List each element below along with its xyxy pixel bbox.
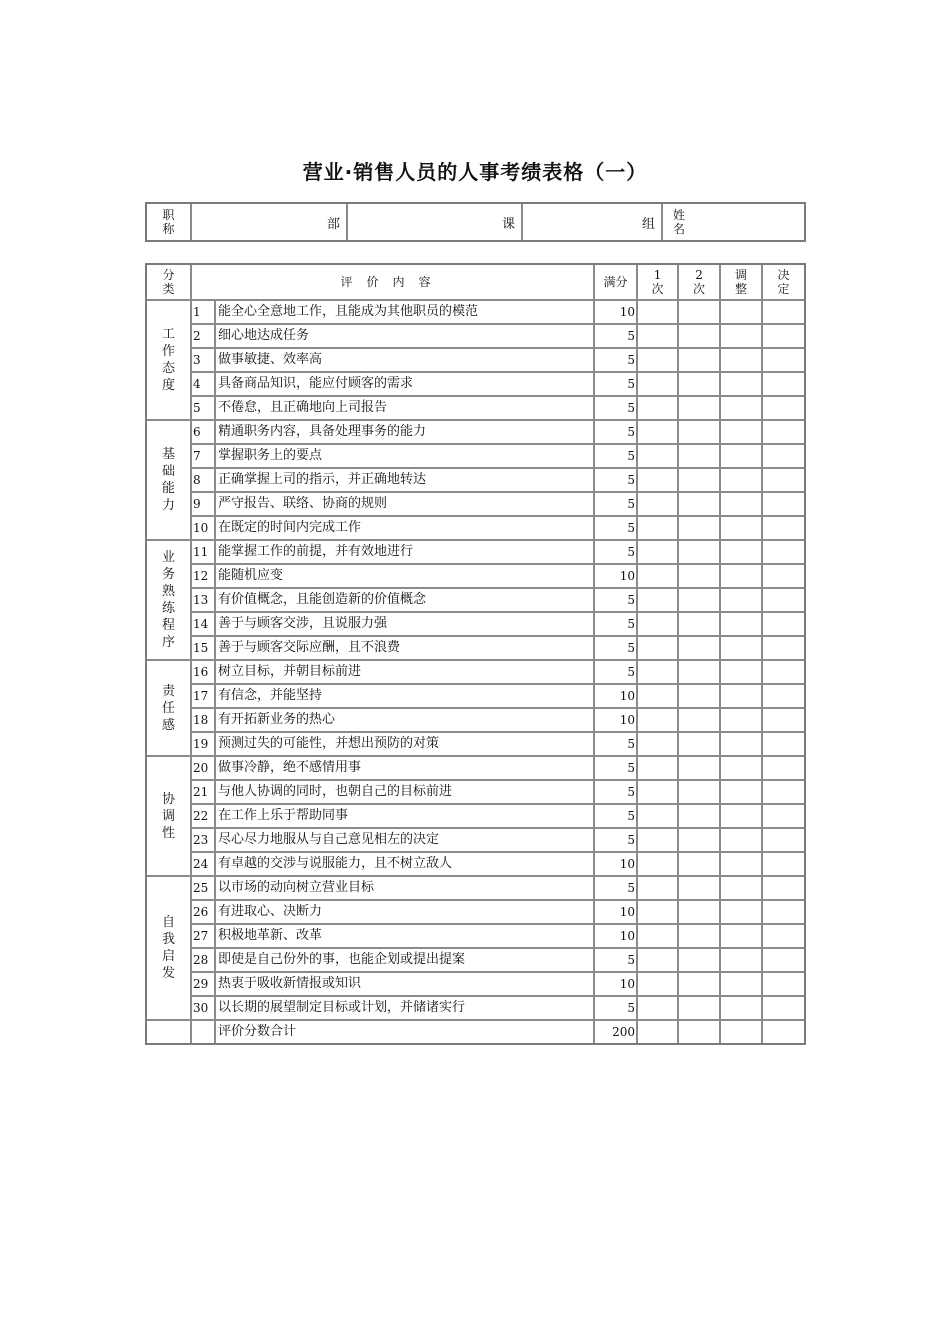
item-text: 做事冷静，绝不感情用事 [215, 756, 594, 780]
name-field[interactable]: 姓 名 [662, 203, 805, 241]
item-full-score: 10 [594, 708, 637, 732]
evaluation-table [146, 264, 805, 1044]
second-score-cell[interactable] [678, 684, 720, 708]
total-full-score: 200 [594, 1020, 637, 1044]
item-text: 有信念，并能坚持 [215, 684, 594, 708]
second-score-cell[interactable] [678, 420, 720, 444]
item-full-score: 5 [594, 612, 637, 636]
second-score-cell[interactable] [678, 996, 720, 1020]
first-score-cell[interactable] [637, 540, 678, 564]
decision-score-cell[interactable] [762, 804, 805, 828]
decision-score-cell[interactable] [762, 684, 805, 708]
adjust-score-cell[interactable] [720, 588, 762, 612]
table-row [146, 996, 805, 1020]
item-number: 20 [191, 756, 215, 780]
decision-score-cell[interactable] [762, 300, 805, 324]
first-score-cell[interactable] [637, 444, 678, 468]
item-number: 25 [191, 876, 215, 900]
second-score-cell[interactable] [678, 372, 720, 396]
first-score-cell[interactable] [637, 396, 678, 420]
first-score-cell[interactable] [637, 684, 678, 708]
first-score-cell[interactable] [637, 732, 678, 756]
adjust-score-cell[interactable] [720, 756, 762, 780]
second-score-cell[interactable] [678, 732, 720, 756]
table-row [146, 972, 805, 996]
item-text: 以长期的展望制定目标或计划，并储诸实行 [215, 996, 594, 1020]
item-text: 能掌握工作的前提，并有效地进行 [215, 540, 594, 564]
item-text: 严守报告、联络、协商的规则 [215, 492, 594, 516]
item-number: 8 [191, 468, 215, 492]
table-row [146, 348, 805, 372]
adjust-score-cell[interactable] [720, 900, 762, 924]
page-title: 营业·销售人员的人事考绩表格（一） [302, 160, 648, 184]
item-number: 23 [191, 828, 215, 852]
table-row [146, 780, 805, 804]
item-full-score: 5 [594, 636, 637, 660]
item-number: 6 [191, 420, 215, 444]
item-text: 做事敏捷、效率高 [215, 348, 594, 372]
first-score-cell[interactable] [637, 324, 678, 348]
table-row [146, 564, 805, 588]
table-row [146, 516, 805, 540]
item-text: 善于与顾客交际应酬，且不浪费 [215, 636, 594, 660]
adjust-score-cell[interactable] [720, 324, 762, 348]
item-full-score: 10 [594, 972, 637, 996]
decision-score-cell[interactable] [762, 636, 805, 660]
group-field[interactable]: 组 [522, 203, 662, 241]
item-full-score: 5 [594, 804, 637, 828]
item-number: 10 [191, 516, 215, 540]
first-score-cell[interactable] [637, 876, 678, 900]
adjust-score-cell[interactable] [720, 420, 762, 444]
adjust-score-cell[interactable] [720, 996, 762, 1020]
first-score-cell[interactable] [637, 492, 678, 516]
item-full-score: 5 [594, 996, 637, 1020]
table-row [146, 852, 805, 876]
decision-score-cell[interactable] [762, 708, 805, 732]
item-full-score: 5 [594, 948, 637, 972]
second-score-cell[interactable] [678, 492, 720, 516]
decision-score-cell[interactable] [762, 468, 805, 492]
item-full-score: 5 [594, 588, 637, 612]
first-score-cell[interactable] [637, 828, 678, 852]
table-row [146, 684, 805, 708]
item-full-score: 5 [594, 516, 637, 540]
category-cell: 基 础 能 力 [146, 420, 191, 540]
item-full-score: 5 [594, 660, 637, 684]
adjust-score-cell[interactable] [720, 372, 762, 396]
item-full-score: 10 [594, 900, 637, 924]
decision-score-cell[interactable] [762, 996, 805, 1020]
decision-score-cell[interactable] [762, 732, 805, 756]
table-row [146, 492, 805, 516]
item-text: 不倦怠，且正确地向上司报告 [215, 396, 594, 420]
item-full-score: 10 [594, 684, 637, 708]
item-number: 21 [191, 780, 215, 804]
first-score-cell[interactable] [637, 780, 678, 804]
adjust-score-cell[interactable] [720, 540, 762, 564]
first-score-cell[interactable] [637, 420, 678, 444]
item-full-score: 10 [594, 300, 637, 324]
table-row [146, 372, 805, 396]
decision-score-cell[interactable] [762, 900, 805, 924]
item-number: 19 [191, 732, 215, 756]
item-number: 16 [191, 660, 215, 684]
adjust-score-cell[interactable] [720, 348, 762, 372]
item-full-score: 5 [594, 396, 637, 420]
item-text: 能随机应变 [215, 564, 594, 588]
table-row [146, 924, 805, 948]
item-text: 在既定的时间内完成工作 [215, 516, 594, 540]
item-full-score: 5 [594, 876, 637, 900]
total-decision-cell[interactable] [762, 1020, 805, 1044]
item-number: 22 [191, 804, 215, 828]
adjust-score-cell[interactable] [720, 396, 762, 420]
category-cell: 责 任 感 [146, 660, 191, 756]
col-first: 1 次 [637, 264, 678, 300]
table-row [146, 660, 805, 684]
item-full-score: 5 [594, 828, 637, 852]
decision-score-cell[interactable] [762, 444, 805, 468]
decision-score-cell[interactable] [762, 852, 805, 876]
adjust-score-cell[interactable] [720, 516, 762, 540]
decision-score-cell[interactable] [762, 396, 805, 420]
first-score-cell[interactable] [637, 996, 678, 1020]
item-text: 树立目标，并朝目标前进 [215, 660, 594, 684]
item-number: 14 [191, 612, 215, 636]
total-first-cell[interactable] [637, 1020, 678, 1044]
second-score-cell[interactable] [678, 396, 720, 420]
item-number: 26 [191, 900, 215, 924]
category-cell: 自 我 启 发 [146, 876, 191, 1020]
second-score-cell[interactable] [678, 348, 720, 372]
second-score-cell[interactable] [678, 876, 720, 900]
total-row [146, 1020, 805, 1044]
item-full-score: 5 [594, 324, 637, 348]
table-row [146, 900, 805, 924]
decision-score-cell[interactable] [762, 324, 805, 348]
item-number: 11 [191, 540, 215, 564]
decision-score-cell[interactable] [762, 516, 805, 540]
col-decision: 决 定 [762, 264, 805, 300]
dept-field[interactable]: 部 [191, 203, 347, 241]
total-adjust-cell[interactable] [720, 1020, 762, 1044]
item-full-score: 5 [594, 420, 637, 444]
item-number: 9 [191, 492, 215, 516]
item-text: 能全心全意地工作，且能成为其他职员的模范 [215, 300, 594, 324]
second-score-cell[interactable] [678, 516, 720, 540]
item-text: 正确掌握上司的指示，并正确地转达 [215, 468, 594, 492]
first-score-cell[interactable] [637, 804, 678, 828]
decision-score-cell[interactable] [762, 564, 805, 588]
item-number: 18 [191, 708, 215, 732]
first-score-cell[interactable] [637, 564, 678, 588]
second-score-cell[interactable] [678, 660, 720, 684]
second-score-cell[interactable] [678, 300, 720, 324]
first-score-cell[interactable] [637, 612, 678, 636]
item-number: 24 [191, 852, 215, 876]
second-score-cell[interactable] [678, 804, 720, 828]
first-score-cell[interactable] [637, 300, 678, 324]
item-text: 积极地革新、改革 [215, 924, 594, 948]
table-row [146, 468, 805, 492]
total-label: 评价分数合计 [215, 1020, 594, 1044]
adjust-score-cell[interactable] [720, 828, 762, 852]
table-row [146, 324, 805, 348]
adjust-score-cell[interactable] [720, 636, 762, 660]
adjust-score-cell[interactable] [720, 612, 762, 636]
item-full-score: 5 [594, 780, 637, 804]
table-row [146, 636, 805, 660]
first-score-cell[interactable] [637, 756, 678, 780]
item-full-score: 5 [594, 756, 637, 780]
second-score-cell[interactable] [678, 324, 720, 348]
decision-score-cell[interactable] [762, 348, 805, 372]
table-row [146, 540, 805, 564]
item-text: 具备商品知识，能应付顾客的需求 [215, 372, 594, 396]
position-label: 职 称 [146, 203, 191, 241]
item-number: 17 [191, 684, 215, 708]
adjust-score-cell[interactable] [720, 924, 762, 948]
first-score-cell[interactable] [637, 972, 678, 996]
item-text: 细心地达成任务 [215, 324, 594, 348]
decision-score-cell[interactable] [762, 780, 805, 804]
item-full-score: 5 [594, 468, 637, 492]
decision-score-cell[interactable] [762, 756, 805, 780]
item-full-score: 5 [594, 348, 637, 372]
second-score-cell[interactable] [678, 612, 720, 636]
item-full-score: 5 [594, 444, 637, 468]
first-score-cell[interactable] [637, 708, 678, 732]
first-score-cell[interactable] [637, 852, 678, 876]
item-text: 与他人协调的同时，也朝自己的目标前进 [215, 780, 594, 804]
second-score-cell[interactable] [678, 756, 720, 780]
second-score-cell[interactable] [678, 972, 720, 996]
col-category: 分 类 [146, 264, 191, 300]
section-field[interactable]: 课 [347, 203, 522, 241]
table-row [146, 420, 805, 444]
table-row [146, 828, 805, 852]
decision-score-cell[interactable] [762, 924, 805, 948]
item-text: 掌握职务上的要点 [215, 444, 594, 468]
first-score-cell[interactable] [637, 636, 678, 660]
second-score-cell[interactable] [678, 924, 720, 948]
decision-score-cell[interactable] [762, 828, 805, 852]
item-text: 有卓越的交涉与说服能力，且不树立敌人 [215, 852, 594, 876]
employee-info-table [146, 203, 805, 241]
item-full-score: 5 [594, 372, 637, 396]
adjust-score-cell[interactable] [720, 780, 762, 804]
adjust-score-cell[interactable] [720, 660, 762, 684]
adjust-score-cell[interactable] [720, 684, 762, 708]
category-cell: 协 调 性 [146, 756, 191, 876]
adjust-score-cell[interactable] [720, 732, 762, 756]
adjust-score-cell[interactable] [720, 492, 762, 516]
table-row [146, 732, 805, 756]
second-score-cell[interactable] [678, 540, 720, 564]
category-cell: 业 务 熟 练 程 序 [146, 540, 191, 660]
table-row [146, 300, 805, 324]
table-row [146, 708, 805, 732]
decision-score-cell[interactable] [762, 972, 805, 996]
total-number-cell [191, 1020, 215, 1044]
adjust-score-cell[interactable] [720, 876, 762, 900]
decision-score-cell[interactable] [762, 876, 805, 900]
adjust-score-cell[interactable] [720, 948, 762, 972]
item-text: 有进取心、决断力 [215, 900, 594, 924]
item-number: 15 [191, 636, 215, 660]
table-row [146, 756, 805, 780]
table-row [146, 948, 805, 972]
first-score-cell[interactable] [637, 924, 678, 948]
item-text: 在工作上乐于帮助同事 [215, 804, 594, 828]
item-number: 29 [191, 972, 215, 996]
table-row [146, 588, 805, 612]
second-score-cell[interactable] [678, 828, 720, 852]
adjust-score-cell[interactable] [720, 564, 762, 588]
adjust-score-cell[interactable] [720, 852, 762, 876]
item-number: 5 [191, 396, 215, 420]
adjust-score-cell[interactable] [720, 972, 762, 996]
item-number: 12 [191, 564, 215, 588]
item-text: 热衷于吸收新情报或知识 [215, 972, 594, 996]
item-text: 尽心尽力地服从与自己意见相左的决定 [215, 828, 594, 852]
item-text: 有价值概念，且能创造新的价值概念 [215, 588, 594, 612]
table-header-row [146, 264, 805, 300]
decision-score-cell[interactable] [762, 492, 805, 516]
table-row [146, 804, 805, 828]
table-row [146, 396, 805, 420]
table-row [146, 444, 805, 468]
second-score-cell[interactable] [678, 588, 720, 612]
first-score-cell[interactable] [637, 660, 678, 684]
decision-score-cell[interactable] [762, 588, 805, 612]
item-text: 即使是自己份外的事，也能企划或提出提案 [215, 948, 594, 972]
first-score-cell[interactable] [637, 588, 678, 612]
item-number: 7 [191, 444, 215, 468]
item-text: 有开拓新业务的热心 [215, 708, 594, 732]
item-number: 1 [191, 300, 215, 324]
first-score-cell[interactable] [637, 900, 678, 924]
total-category-cell [146, 1020, 191, 1044]
item-full-score: 5 [594, 540, 637, 564]
first-score-cell[interactable] [637, 468, 678, 492]
first-score-cell[interactable] [637, 372, 678, 396]
second-score-cell[interactable] [678, 780, 720, 804]
item-number: 28 [191, 948, 215, 972]
decision-score-cell[interactable] [762, 612, 805, 636]
second-score-cell[interactable] [678, 708, 720, 732]
item-full-score: 10 [594, 564, 637, 588]
item-full-score: 5 [594, 732, 637, 756]
first-score-cell[interactable] [637, 516, 678, 540]
first-score-cell[interactable] [637, 348, 678, 372]
second-score-cell[interactable] [678, 948, 720, 972]
item-number: 2 [191, 324, 215, 348]
adjust-score-cell[interactable] [720, 300, 762, 324]
second-score-cell[interactable] [678, 636, 720, 660]
second-score-cell[interactable] [678, 564, 720, 588]
item-full-score: 10 [594, 852, 637, 876]
col-second: 2 次 [678, 264, 720, 300]
decision-score-cell[interactable] [762, 420, 805, 444]
second-score-cell[interactable] [678, 852, 720, 876]
item-text: 善于与顾客交涉，且说服力强 [215, 612, 594, 636]
col-content: 评价内容 [191, 264, 594, 300]
adjust-score-cell[interactable] [720, 444, 762, 468]
adjust-score-cell[interactable] [720, 708, 762, 732]
item-number: 13 [191, 588, 215, 612]
item-number: 27 [191, 924, 215, 948]
col-full-score: 满分 [594, 264, 637, 300]
total-second-cell[interactable] [678, 1020, 720, 1044]
second-score-cell[interactable] [678, 468, 720, 492]
item-text: 预测过失的可能性，并想出预防的对策 [215, 732, 594, 756]
item-number: 3 [191, 348, 215, 372]
item-text: 以市场的动向树立营业目标 [215, 876, 594, 900]
table-row [146, 612, 805, 636]
decision-score-cell[interactable] [762, 372, 805, 396]
col-adjust: 调 整 [720, 264, 762, 300]
item-full-score: 5 [594, 492, 637, 516]
category-cell: 工 作 态 度 [146, 300, 191, 420]
decision-score-cell[interactable] [762, 660, 805, 684]
second-score-cell[interactable] [678, 900, 720, 924]
item-number: 4 [191, 372, 215, 396]
adjust-score-cell[interactable] [720, 804, 762, 828]
adjust-score-cell[interactable] [720, 468, 762, 492]
first-score-cell[interactable] [637, 948, 678, 972]
second-score-cell[interactable] [678, 444, 720, 468]
decision-score-cell[interactable] [762, 540, 805, 564]
item-full-score: 10 [594, 924, 637, 948]
table-row [146, 876, 805, 900]
decision-score-cell[interactable] [762, 948, 805, 972]
item-text: 精通职务内容，具备处理事务的能力 [215, 420, 594, 444]
item-number: 30 [191, 996, 215, 1020]
